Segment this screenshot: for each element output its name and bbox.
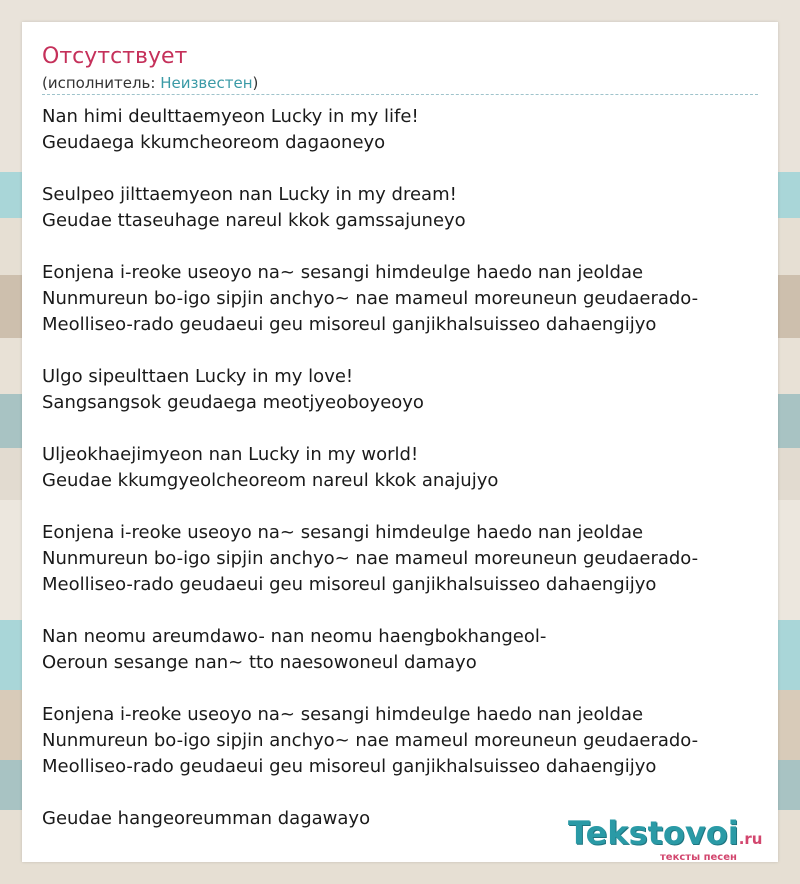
lyric-line: Seulpeo jilttaemyeon nan Lucky in my dream! — [42, 184, 457, 205]
lyric-line: Meolliseo-rado geudaeui geu misoreul ganjikhalsuisseo dahaengijyo — [42, 574, 657, 595]
song-title: Отсутствует — [42, 44, 188, 69]
artist-prefix: (исполнитель: — [42, 74, 161, 92]
lyric-line: Geudae kkumgyeolcheoreom nareul kkok anajujyo — [42, 470, 499, 491]
lyric-stanza-gap — [42, 780, 762, 806]
lyric-line: Nan himi deulttaemyeon Lucky in my life! — [42, 106, 419, 127]
lyric-line: Nunmureun bo-igo sipjin anchyo~ nae mameul moreuneun geudaerado- — [42, 730, 699, 751]
divider — [42, 94, 758, 95]
lyric-stanza-gap — [42, 676, 762, 702]
lyric-line: Ulgo sipeulttaen Lucky in my love! — [42, 366, 354, 387]
lyric-stanza-gap — [42, 234, 762, 260]
lyric-stanza-gap — [42, 338, 762, 364]
lyric-line: Nunmureun bo-igo sipjin anchyo~ nae mameul moreuneun geudaerado- — [42, 288, 699, 309]
lyric-line: Eonjena i-reoke useoyo na~ sesangi himdeulge haedo nan jeoldae — [42, 522, 644, 543]
lyric-line: Eonjena i-reoke useoyo na~ sesangi himdeulge haedo nan jeoldae — [42, 704, 644, 725]
lyric-stanza-gap — [42, 156, 762, 182]
lyric-line: Sangsangsok geudaega meotjyeoboyeoyo — [42, 392, 424, 413]
lyric-line: Meolliseo-rado geudaeui geu misoreul ganjikhalsuisseo dahaengijyo — [42, 756, 657, 777]
artist-suffix: ) — [252, 74, 259, 92]
artist-link[interactable]: Неизвестен — [160, 74, 253, 92]
lyric-line: Meolliseo-rado geudaeui geu misoreul ganjikhalsuisseo dahaengijyo — [42, 314, 657, 335]
lyric-line: Nan neomu areumdawo- nan neomu haengbokhangeol- — [42, 626, 547, 647]
artist-line — [42, 74, 258, 92]
logo-subtitle: тексты песен — [660, 852, 737, 863]
lyric-line: Eonjena i-reoke useoyo na~ sesangi himdeulge haedo nan jeoldae — [42, 262, 644, 283]
lyric-stanza-gap — [42, 416, 762, 442]
lyric-stanza-gap — [42, 494, 762, 520]
lyric-line: Geudaega kkumcheoreom dagaoneyo — [42, 132, 386, 153]
lyric-line: Oeroun sesange nan~ tto naesowoneul damayo — [42, 652, 477, 673]
lyric-line: Geudae hangeoreumman dagawayo — [42, 808, 371, 829]
lyrics-card — [22, 22, 778, 862]
logo-tld: .ru — [738, 830, 763, 848]
site-logo[interactable] — [568, 814, 763, 863]
lyric-stanza-gap — [42, 598, 762, 624]
lyric-line: Geudae ttaseuhage nareul kkok gamssajuneyo — [42, 210, 466, 231]
lyric-line: Uljeokhaejimyeon nan Lucky in my world! — [42, 444, 419, 465]
logo-name: Tekstovoi — [568, 814, 739, 852]
lyrics-body — [42, 104, 762, 832]
lyric-line: Nunmureun bo-igo sipjin anchyo~ nae mameul moreuneun geudaerado- — [42, 548, 699, 569]
